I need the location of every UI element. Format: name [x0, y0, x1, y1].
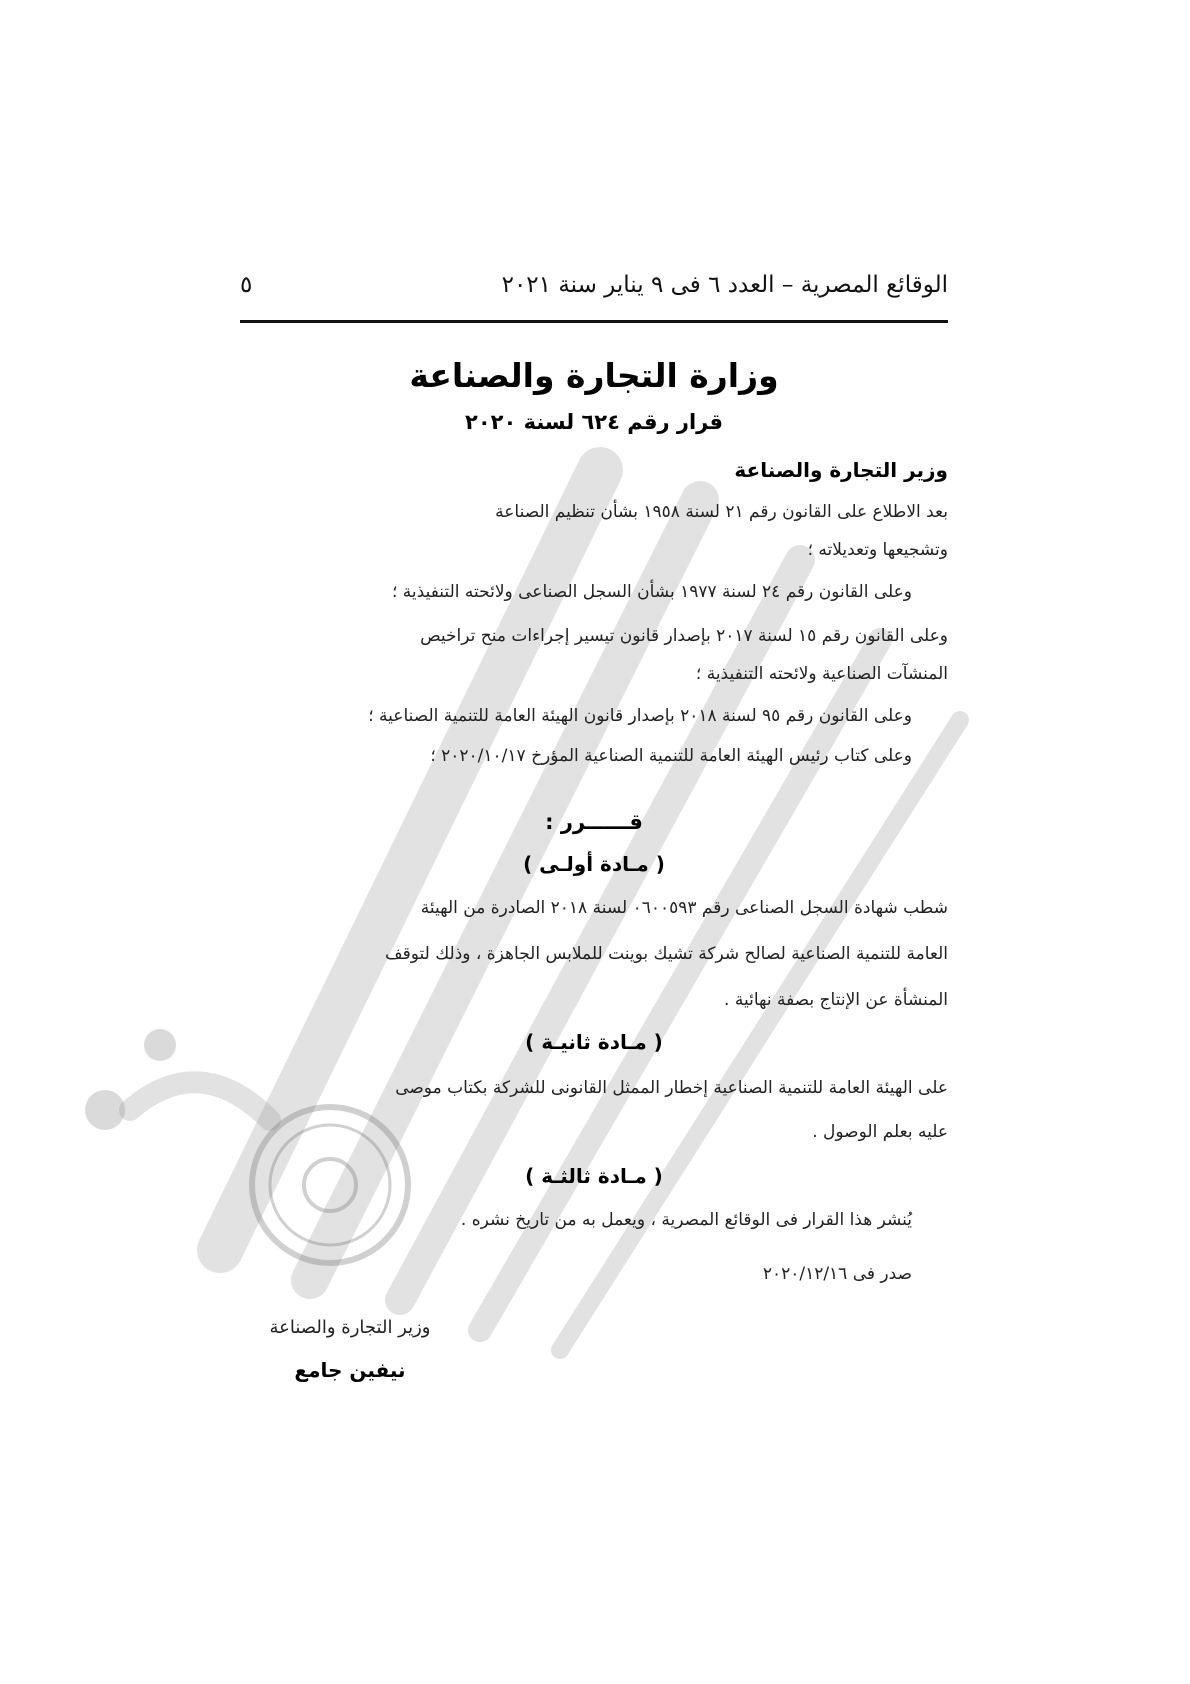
preamble-line: وعلى القانون رقم ١٥ لسنة ٢٠١٧ بإصدار قانون تيسير إجراءات منح تراخيص — [420, 626, 948, 646]
page-number: ٥ — [240, 272, 253, 298]
signature-title: وزير التجارة والصناعة — [269, 1317, 431, 1338]
article-title: ( مـادة ثانيـة ) — [525, 1030, 663, 1054]
article-line: عليه بعلم الوصول . — [812, 1122, 948, 1142]
decree-title: قرار رقم ٦٢٤ لسنة ٢٠٢٠ — [465, 410, 723, 434]
issued-date: صدر فى ٢٠٢٠/١٢/١٦ — [762, 1264, 912, 1284]
preamble-line: وتشجيعها وتعديلاته ؛ — [807, 540, 948, 560]
ministry-title: وزارة التجارة والصناعة — [409, 356, 779, 395]
article-title: ( مـادة أولـى ) — [523, 852, 665, 876]
gazette-header — [240, 272, 948, 308]
article-line: المنشأة عن الإنتاج بصفة نهائية . — [724, 990, 948, 1010]
minister-heading: وزير التجارة والصناعة — [734, 458, 948, 482]
decided-label: قــــــرر : — [545, 810, 643, 834]
preamble-line: المنشآت الصناعية ولائحته التنفيذية ؛ — [695, 664, 948, 684]
header-divider — [240, 320, 948, 323]
preamble-line: وعلى القانون رقم ٩٥ لسنة ٢٠١٨ بإصدار قانون الهيئة العامة للتنمية الصناعية ؛ — [368, 706, 912, 726]
article-line: العامة للتنمية الصناعية لصالح شركة تشيك بوينت للملابس الجاهزة ، وذلك لتوقف — [384, 944, 948, 964]
signature-name: نيفين جامع — [294, 1358, 406, 1382]
preamble-line: وعلى القانون رقم ٢٤ لسنة ١٩٧٧ بشأن السجل الصناعى ولائحته التنفيذية ؛ — [392, 582, 912, 602]
article-line: يُنشر هذا القرار فى الوقائع المصرية ، ويعمل به من تاريخ نشره . — [460, 1210, 912, 1230]
article-title: ( مـادة ثالثـة ) — [525, 1164, 663, 1188]
article-line: على الهيئة العامة للتنمية الصناعية إخطار الممثل القانونى للشركة بكتاب موصى — [395, 1078, 948, 1098]
preamble-line: بعد الاطلاع على القانون رقم ٢١ لسنة ١٩٥٨ بشأن تنظيم الصناعة — [495, 502, 948, 522]
article-line: شطب شهادة السجل الصناعى رقم ٠٦٠٠٥٩٣ لسنة ٢٠١٨ الصادرة من الهيئة — [420, 898, 948, 918]
header-title: الوقائع المصرية – العدد ٦ فى ٩ يناير سنة ٢٠٢١ — [501, 272, 948, 298]
preamble-line: وعلى كتاب رئيس الهيئة العامة للتنمية الصناعية المؤرخ ٢٠٢٠/١٠/١٧ ؛ — [430, 746, 912, 766]
